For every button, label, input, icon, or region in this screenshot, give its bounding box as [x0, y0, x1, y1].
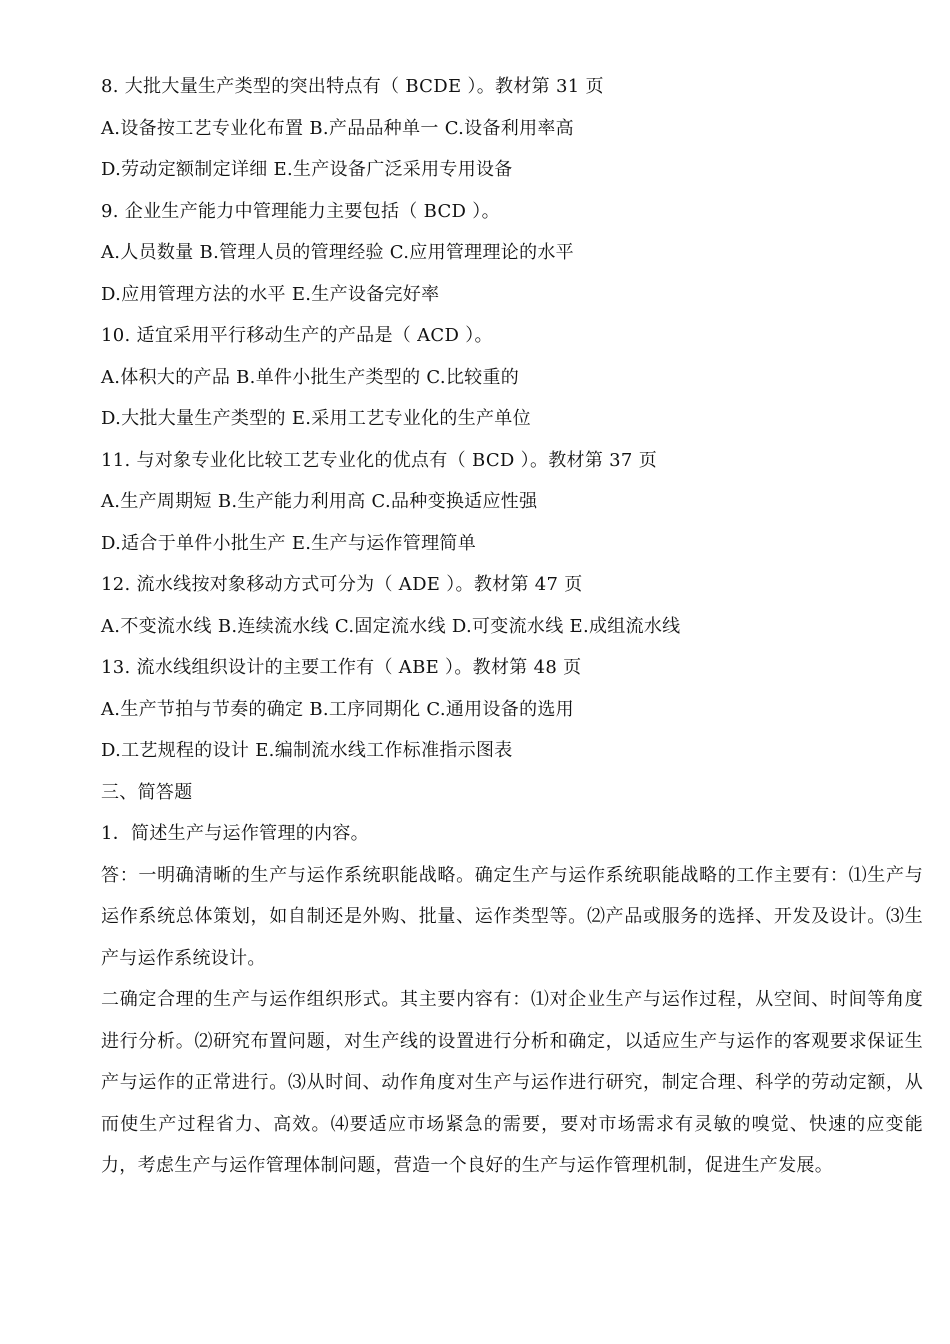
question-11	[101, 440, 923, 565]
question-stem: 11. 与对象专业化比较工艺专业化的优点有（ BCD ）。教材第 37 页	[101, 449, 658, 471]
question-stem: 9. 企业生产能力中管理能力主要包括（ BCD ）。	[101, 200, 500, 222]
section-heading: 三、简答题	[101, 781, 193, 803]
question-options: A.人员数量 B.管理人员的管理经验 C.应用管理理论的水平	[101, 242, 574, 263]
question-options: D.工艺规程的设计 E.编制流水线工作标准指示图表	[101, 740, 513, 761]
question-options: D.劳动定额制定详细 E.生产设备广泛采用专用设备	[101, 159, 513, 180]
short-answer-question: 1．简述生产与运作管理的内容。	[101, 823, 369, 844]
question-stem: 13. 流水线组织设计的主要工作有（ ABE ）。教材第 48 页	[101, 657, 582, 678]
question-9	[101, 191, 923, 316]
question-options: A.生产周期短 B.生产能力利用高 C.品种变换适应性强	[101, 491, 538, 512]
question-options: D.应用管理方法的水平 E.生产设备完好率	[101, 283, 440, 305]
question-options: D.适合于单件小批生产 E.生产与运作管理简单	[101, 532, 476, 554]
question-12	[101, 564, 923, 647]
answer-paragraph: 答：一明确清晰的生产与运作系统职能战略。确定生产与运作系统职能战略的工作主要有：⑴生产与运作系统总体策划，如自制还是外购、批量、运作类型等。⑵产品或服务的选择、开发及设计。⑶生产与运作系统设计。	[101, 864, 923, 969]
question-8	[101, 66, 923, 191]
question-options: A.设备按工艺专业化布置 B.产品品种单一 C.设备利用率高	[101, 117, 574, 139]
question-options: A.体积大的产品 B.单件小批生产类型的 C.比较重的	[101, 366, 520, 388]
question-stem: 8. 大批大量生产类型的突出特点有（ BCDE ）。教材第 31 页	[101, 76, 604, 97]
question-10	[101, 315, 923, 440]
answer-paragraph: 二确定合理的生产与运作组织形式。其主要内容有：⑴对企业生产与运作过程，从空间、时间等角度进行分析。⑵研究布置问题，对生产线的设置进行分析和确定，以适应生产与运作的客观要求保证生产与运作的正常进行。⑶从时间、动作角度对生产与运作进行研究，制定合理、科学的劳动定额，从而使生产过程省力、高效。⑷要适应市场紧急的需要，要对市场需求有灵敏的嗅觉、快速的应变能力，考虑生产与运作管理体制问题，营造一个良好的生产与运作管理机制，促进生产发展。	[101, 989, 923, 1176]
question-stem: 10. 适宜采用平行移动生产的产品是（ ACD ）。	[101, 325, 493, 346]
question-stem: 12. 流水线按对象移动方式可分为（ ADE ）。教材第 47 页	[101, 574, 583, 595]
short-answer-1	[101, 813, 923, 1187]
question-13	[101, 647, 923, 772]
question-options: D.大批大量生产类型的 E.采用工艺专业化的生产单位	[101, 408, 531, 429]
question-options: A.不变流水线 B.连续流水线 C.固定流水线 D.可变流水线 E.成组流水线	[101, 615, 681, 637]
question-options: A.生产节拍与节奏的确定 B.工序同期化 C.通用设备的选用	[101, 698, 574, 720]
document-page	[101, 66, 923, 1187]
